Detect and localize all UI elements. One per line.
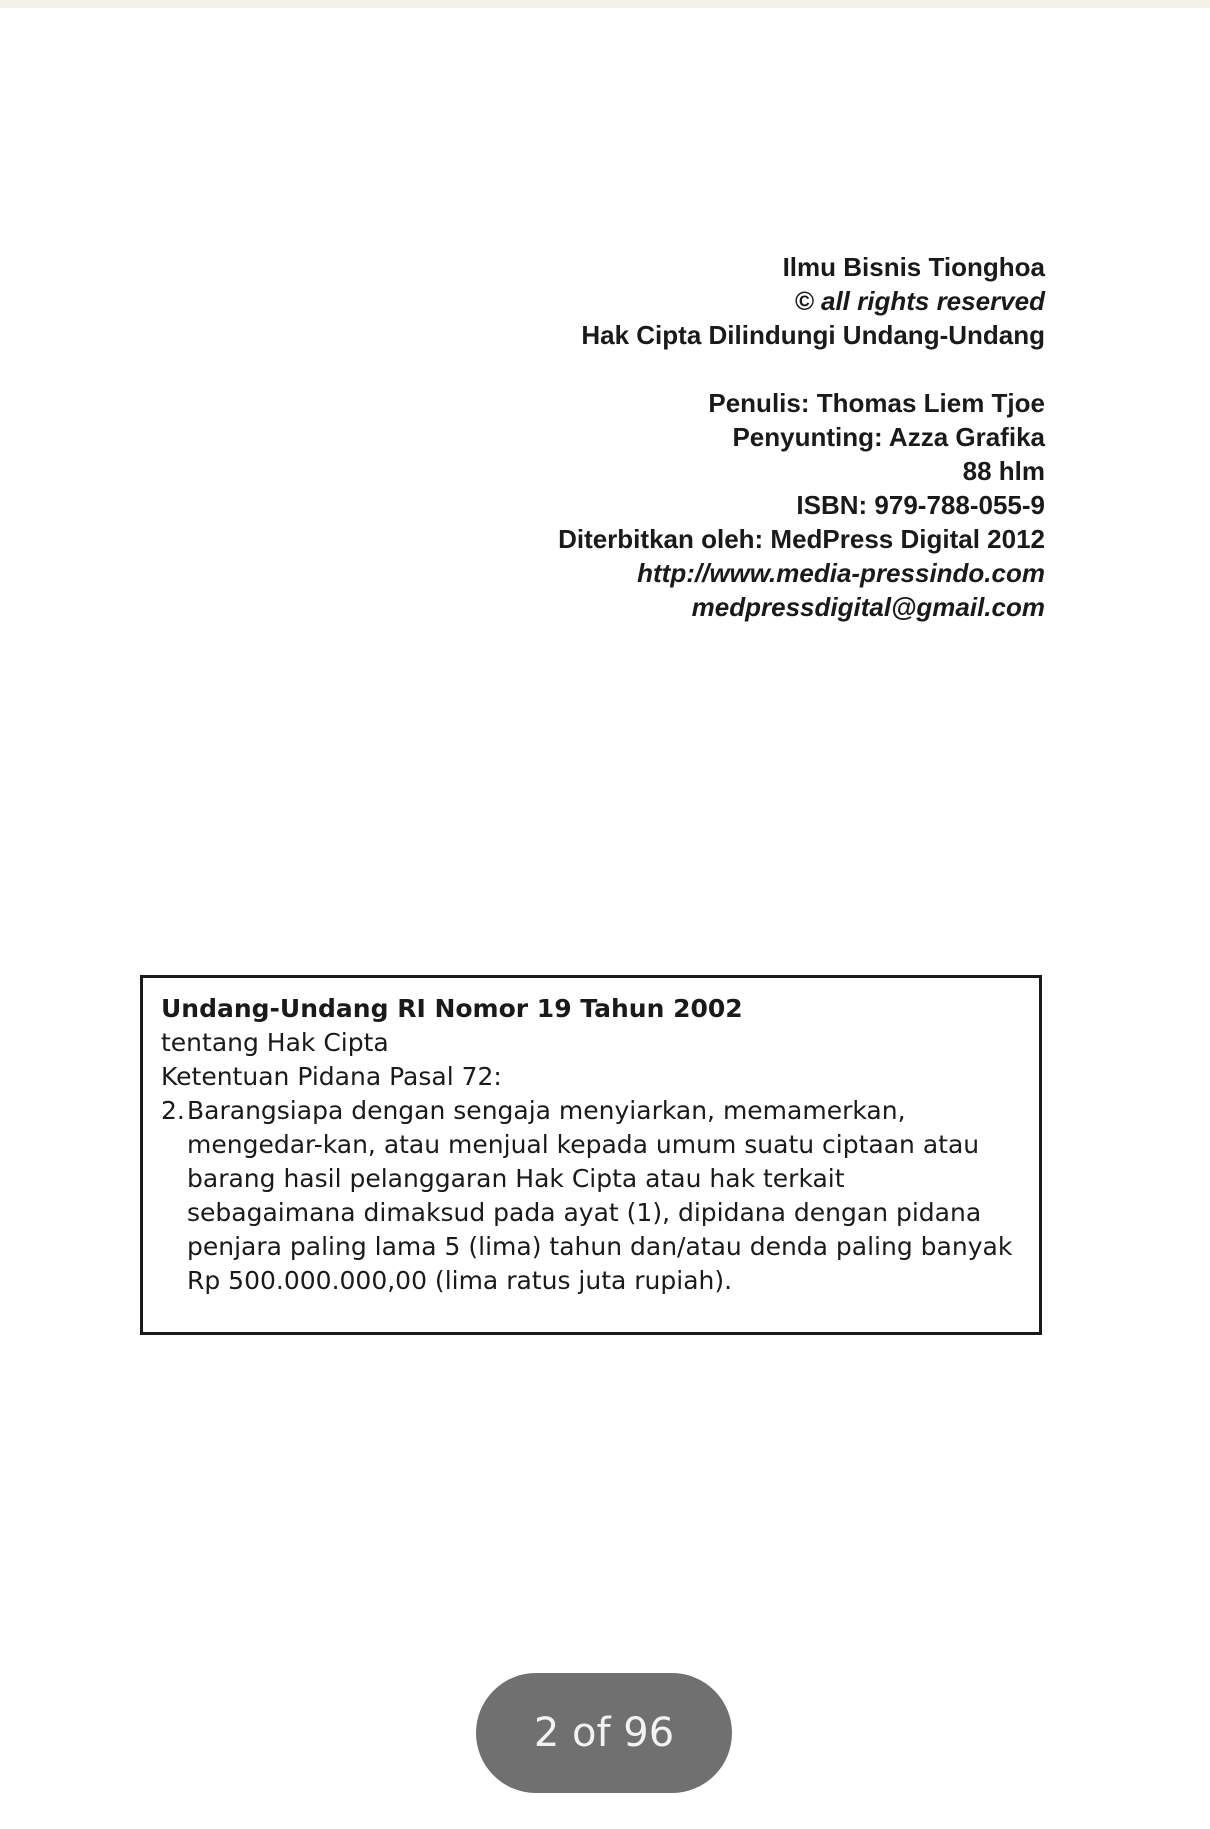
page-indicator bbox=[476, 1673, 732, 1793]
copyright-law-box bbox=[140, 975, 1042, 1335]
top-strip bbox=[0, 0, 1210, 8]
page-count: 88 hlm bbox=[962, 456, 1045, 486]
law-item-number: 2. bbox=[161, 1096, 185, 1125]
law-heading: Undang-Undang RI Nomor 19 Tahun 2002 bbox=[161, 994, 743, 1023]
law-item-text: Barangsiapa dengan sengaja menyiarkan, memamerkan, mengedar-kan, atau menjual kepada umum suatu ciptaan atau barang hasil pelanggaran Hak Cipta atau hak terkait sebagaimana dimaksud pada ayat (1), dipidana dengan pidana penjara paling lama 5 (lima) tahun dan/atau denda paling banyak Rp 500.000.000,00 (lima ratus juta rupiah). bbox=[187, 1096, 1013, 1295]
copyright-notice: © all rights reserved bbox=[794, 286, 1045, 316]
page-indicator-label: 2 of 96 bbox=[533, 1710, 675, 1756]
law-subject: tentang Hak Cipta bbox=[161, 1028, 389, 1057]
publisher-line: Diterbitkan oleh: MedPress Digital 2012 bbox=[558, 524, 1045, 554]
law-item bbox=[161, 1094, 1021, 1298]
website-line: http://www.media-pressindo.com bbox=[637, 558, 1045, 588]
book-title: Ilmu Bisnis Tionghoa bbox=[782, 252, 1045, 282]
copyright-protection: Hak Cipta Dilindungi Undang-Undang bbox=[581, 320, 1045, 350]
law-article: Ketentuan Pidana Pasal 72: bbox=[161, 1062, 502, 1091]
email-line: medpressdigital@gmail.com bbox=[691, 592, 1045, 622]
author-line: Penulis: Thomas Liem Tjoe bbox=[708, 388, 1045, 418]
colophon-spacer bbox=[345, 352, 1045, 386]
editor-line: Penyunting: Azza Grafika bbox=[732, 422, 1045, 452]
colophon-block bbox=[345, 250, 1045, 624]
isbn-line: ISBN: 979-788-055-9 bbox=[796, 490, 1045, 520]
